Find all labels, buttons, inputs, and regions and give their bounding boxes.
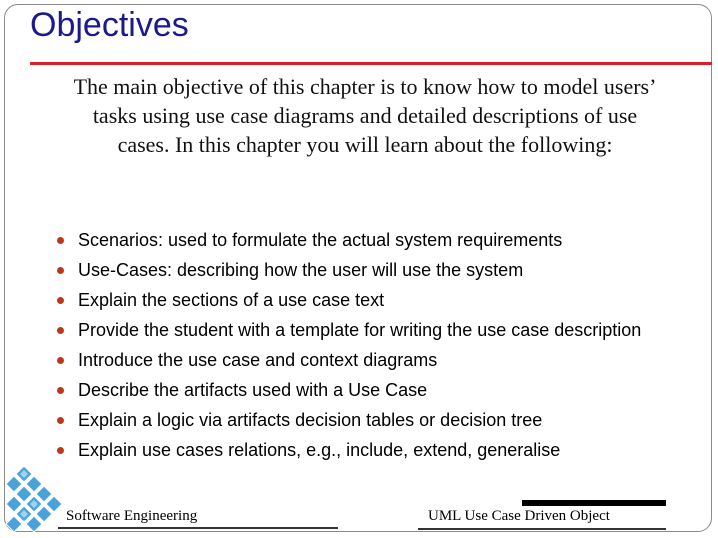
list-item-text: Explain use cases relations, e.g., include, extend, generalise — [78, 440, 561, 460]
objectives-list — [56, 228, 676, 468]
bullet-icon — [57, 297, 64, 304]
footer-divider-right — [418, 528, 666, 530]
bullet-icon — [57, 237, 64, 244]
footer-accent-bar — [522, 500, 666, 506]
title-underline — [30, 62, 712, 65]
list-item — [56, 348, 676, 372]
blue-diamond-pattern-icon — [0, 462, 66, 538]
bullet-icon — [57, 387, 64, 394]
list-item-text: Provide the student with a template for writing the use case description — [78, 320, 642, 340]
bullet-icon — [57, 327, 64, 334]
list-item — [56, 438, 676, 462]
list-item — [56, 408, 676, 432]
list-item — [56, 228, 676, 252]
footer-divider-left — [58, 527, 338, 529]
bullet-icon — [57, 267, 64, 274]
list-item — [56, 378, 676, 402]
list-item-text: Explain the sections of a use case text — [78, 290, 385, 310]
intro-paragraph: The main objective of this chapter is to know how to model users’ tasks using use case diagrams and detailed descriptions of use cases. In this chapter you will learn about the following: — [73, 74, 657, 157]
footer-topic-name: UML Use Case Driven Object — [428, 508, 610, 524]
bullet-icon — [57, 447, 64, 454]
list-item — [56, 258, 676, 282]
list-item-text: Use-Cases: describing how the user will use the system — [78, 260, 524, 280]
list-item — [56, 288, 676, 312]
list-item-text: Describe the artifacts used with a Use Case — [78, 380, 428, 400]
list-item-text: Introduce the use case and context diagrams — [78, 350, 438, 370]
bullet-icon — [57, 417, 64, 424]
slide-title: Objectives — [30, 6, 189, 44]
list-item-text: Explain a logic via artifacts decision tables or decision tree — [78, 410, 543, 430]
footer-course-name: Software Engineering — [66, 508, 198, 524]
bullet-icon — [57, 357, 64, 364]
list-item — [56, 318, 676, 342]
list-item-text: Scenarios: used to formulate the actual system requirements — [78, 230, 563, 250]
